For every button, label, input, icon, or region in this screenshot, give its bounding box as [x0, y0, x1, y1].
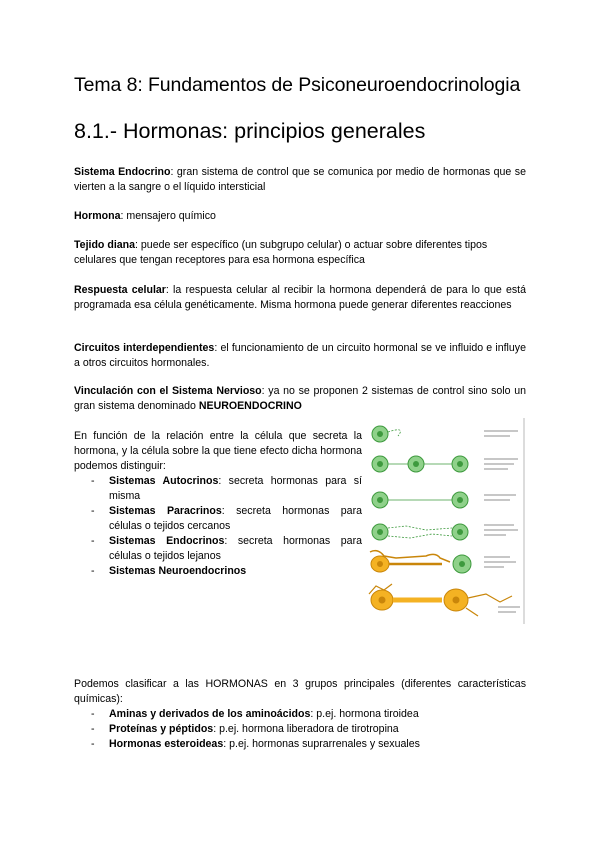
- list-dash: -: [91, 723, 95, 735]
- definition-tejido-diana: [74, 238, 526, 268]
- list-item: [74, 534, 362, 564]
- list-term: Proteínas y péptidos: [109, 723, 214, 735]
- list-dash: -: [91, 738, 95, 750]
- definition-hormona: [74, 209, 526, 224]
- list-item: [74, 722, 526, 737]
- list-text: : p.ej. hormona tiroidea: [310, 708, 419, 720]
- list-dash: -: [91, 708, 95, 720]
- list-dash: -: [91, 475, 95, 487]
- definition-text: : mensajero químico: [120, 210, 216, 222]
- classification-block: [74, 677, 526, 752]
- list-item: [74, 737, 526, 752]
- relation-block: [74, 429, 362, 579]
- list-dash: -: [91, 505, 95, 517]
- definition-term: Respuesta celular: [74, 284, 166, 296]
- definition-text: : la respuesta celular al recibir la hormona dependerá de para lo que está programada esa célula genéticamente. Misma hormona puede generar diferentes reacciones: [74, 284, 526, 311]
- list-dash: -: [91, 535, 95, 547]
- definition-vinculacion: [74, 384, 526, 414]
- classification-intro: Podemos clasificar a las HORMONAS en 3 grupos principales (diferentes características químicas):: [74, 678, 526, 705]
- definition-term: Circuitos interdependientes: [74, 342, 215, 354]
- definition-text: : gran sistema de control que se comunica por medio de hormonas que se vierten a la sangre o el líquido intersticial: [74, 166, 526, 193]
- list-text: : secreta hormonas para células o tejidos cercanos: [109, 505, 362, 532]
- definition-circuitos: [74, 341, 526, 371]
- list-item: [74, 707, 526, 722]
- list-term: Sistemas Autocrinos: [109, 475, 219, 487]
- list-term: Aminas y derivados de los aminoácidos: [109, 708, 311, 720]
- list-term: Sistemas Paracrinos: [109, 505, 222, 517]
- relation-list: [74, 474, 362, 579]
- list-text: : secreta hormonas para células o tejidos lejanos: [109, 535, 362, 562]
- relation-intro: En función de la relación entre la célula que secreta la hormona, y la célula sobre la que tiene efecto dicha hormona podemos distinguir:: [74, 430, 362, 472]
- list-text: : p.ej. hormonas suprarrenales y sexuales: [223, 738, 420, 750]
- definition-text: : ya no se proponen 2 sistemas de control sino solo un gran sistema denominado: [74, 385, 527, 412]
- list-term: Sistemas Neuroendocrinos: [109, 565, 247, 577]
- secretion-types-figure: [366, 418, 526, 624]
- list-term: Hormonas esteroideas: [109, 738, 224, 750]
- definition-text: : el funcionamiento de un circuito hormonal se ve influido e influye a otros circuitos hormonales.: [74, 342, 526, 369]
- list-item: [74, 474, 362, 504]
- definition-respuesta-celular: [74, 283, 526, 313]
- document-title: Tema 8: Fundamentos de Psiconeuroendocrinologia: [74, 74, 521, 96]
- definition-term: Tejido diana: [74, 239, 136, 251]
- definition-term: Sistema Endocrino: [74, 166, 171, 178]
- definition-text: : puede ser específico (un subgrupo celular) o actuar sobre diferentes tipos celulares que tengan receptores para esa hormona específica: [74, 239, 488, 266]
- list-item: [74, 564, 362, 579]
- definition-term: Vinculación con el Sistema Nervioso: [74, 385, 262, 397]
- definition-sistema-endocrino: [74, 165, 526, 195]
- definition-term: Hormona: [74, 210, 121, 222]
- list-text: : secreta hormonas para sí misma: [109, 475, 362, 502]
- classification-list: [74, 707, 526, 752]
- section-heading: 8.1.- Hormonas: principios generales: [74, 119, 426, 143]
- definition-emphasis: NEUROENDOCRINO: [198, 400, 302, 412]
- list-item: [74, 504, 362, 534]
- list-dash: -: [91, 565, 95, 577]
- list-text: : p.ej. hormona liberadora de tirotropina: [213, 723, 399, 735]
- list-term: Sistemas Endocrinos: [109, 535, 225, 547]
